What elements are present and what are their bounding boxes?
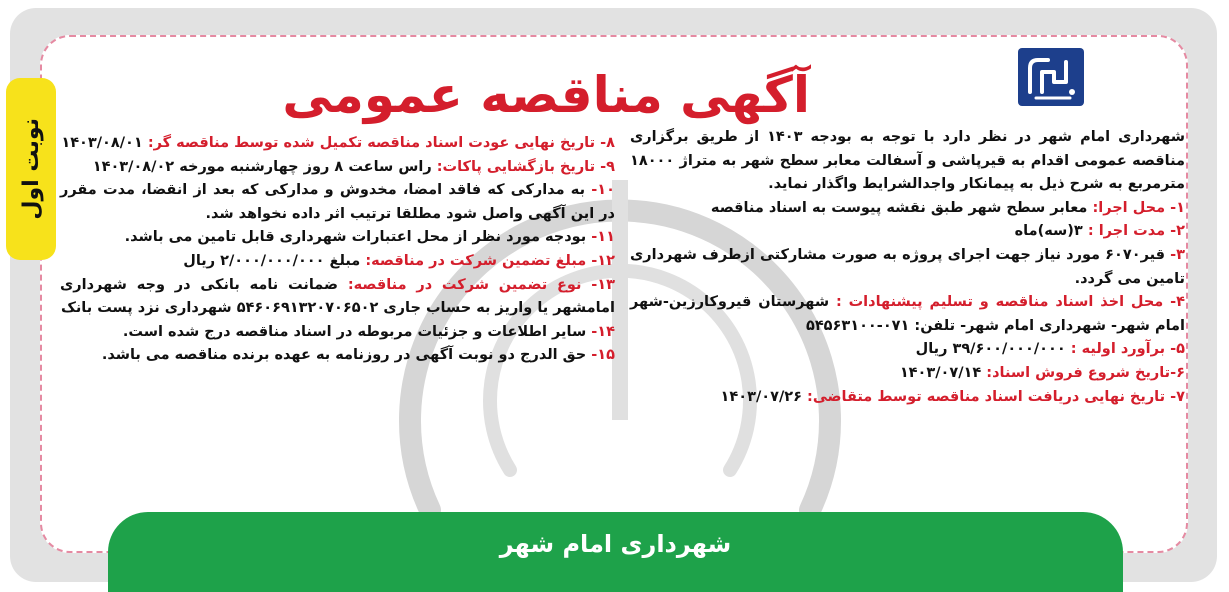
list-item xyxy=(60,321,615,345)
list-item xyxy=(630,291,1185,338)
list-item xyxy=(60,344,615,368)
item-label: ۹- تاریخ بازگشایی پاکات: xyxy=(436,158,615,175)
conditions-column-right xyxy=(630,126,1185,409)
list-item xyxy=(630,244,1185,291)
item-label: ۱۰- xyxy=(591,182,615,199)
list-item xyxy=(60,226,615,250)
item-label: ۱۴- xyxy=(591,323,615,340)
item-label: ۱۳- نوع تضمین شرکت در مناقصه: xyxy=(347,276,615,293)
item-text: بودجه مورد نظر از محل اعتبارات شهرداری قابل تامین می باشد. xyxy=(124,229,592,246)
item-label: ۴- محل اخذ اسناد مناقصه و تسلیم پیشنهادات : xyxy=(835,294,1185,311)
item-text: راس ساعت ۸ روز چهارشنبه مورخه ۱۴۰۳/۰۸/۰۲ xyxy=(92,158,437,175)
list-item xyxy=(60,250,615,274)
item-label: ۵- برآورد اولیه : xyxy=(1070,341,1185,358)
list-item xyxy=(630,362,1185,386)
footer-banner xyxy=(108,512,1123,592)
item-text: سایر اطلاعات و جزئیات مربوطه در اسناد مناقصه درج شده است. xyxy=(122,323,592,340)
item-label: ۳- xyxy=(1170,246,1185,263)
item-label: ۱- محل اجرا: xyxy=(1092,199,1185,216)
list-item xyxy=(60,132,615,156)
item-text: شهرستان قیروکارزین-شهر امام شهر- شهرداری امام شهر- تلفن: ۰۷۱-۵۴۵۶۳۱۰۰ xyxy=(630,294,1185,334)
list-item xyxy=(630,338,1185,362)
footer-organization-name: شهرداری امام شهر xyxy=(499,530,732,558)
item-text: ۳(سه)ماه xyxy=(1014,223,1088,240)
list-item xyxy=(60,179,615,226)
item-text: به مدارکی که فاقد امضا، مخدوش و مدارکی که بعد از انقضا، مدت مقرر در این آگهی واصل شود مطلقا ترتیب اثر داده نخواهد شد. xyxy=(60,182,615,222)
list-item xyxy=(630,386,1185,410)
item-label: ۱۵- xyxy=(591,347,615,364)
item-text: ۱۴۰۳/۰۷/۲۶ xyxy=(720,388,808,405)
item-label: ۲- مدت اجرا : xyxy=(1087,223,1185,240)
item-label: ۱۱- xyxy=(591,229,615,246)
list-item xyxy=(60,156,615,180)
item-label: ۶-تاریخ شروع فروش اسناد: xyxy=(986,364,1185,381)
item-text: ۳۹/۶۰۰/۰۰۰/۰۰۰ ریال xyxy=(915,341,1071,358)
item-text: ۱۴۰۳/۰۷/۱۴ xyxy=(899,364,987,381)
item-text: قیر۶۰۷۰ مورد نیاز جهت اجرای پروژه به صورت مشارکتی ازطرف شهرداری تامین می گردد. xyxy=(630,246,1185,287)
list-item xyxy=(60,274,615,321)
list-item xyxy=(630,220,1185,244)
conditions-column-left xyxy=(60,132,615,368)
item-label: ۱۲- مبلغ تضمین شرکت در مناقصه: xyxy=(365,252,615,269)
item-label: ۸- تاریخ نهایی عودت اسناد مناقصه تکمیل شده توسط مناقصه گر: xyxy=(147,135,615,151)
page-title: آگهی مناقصه عمومی xyxy=(282,66,810,124)
intro-paragraph: شهرداری امام شهر در نظر دارد با توجه به بودجه ۱۴۰۳ از طریق برگزاری مناقصه عمومی اقدام به قیرپاشی و آسفالت معابر سطح شهر به متراژ ۱۸۰۰۰ مترمربع به شرح ذیل به پیمانکار واجدالشرایط واگذار نماید. xyxy=(630,129,1185,193)
item-text: مبلغ ۲/۰۰۰/۰۰۰/۰۰۰ ریال xyxy=(183,252,366,269)
list-item xyxy=(630,197,1185,221)
item-text: حق الدرج دو نوبت آگهی در روزنامه به عهده برنده مناقصه می باشد. xyxy=(101,347,592,364)
municipality-logo xyxy=(1018,48,1084,106)
item-text: ضمانت نامه بانکی در وجه شهرداری امامشهر یا واریز به حساب جاری ۵۴۶۰۶۹۱۳۲۰۷۰۶۵۰۲ شهرداری نزد پست بانک xyxy=(60,276,615,317)
item-text: ۱۴۰۳/۰۸/۰۱ xyxy=(61,135,148,151)
item-text: معابر سطح شهر طبق نقشه پیوست به اسناد مناقصه xyxy=(710,199,1093,216)
item-label: ۷- تاریخ نهایی دریافت اسناد مناقصه توسط متقاضی: xyxy=(807,388,1185,405)
publication-round-label: نوبت اول xyxy=(18,118,44,220)
publication-round-tag xyxy=(6,78,56,260)
